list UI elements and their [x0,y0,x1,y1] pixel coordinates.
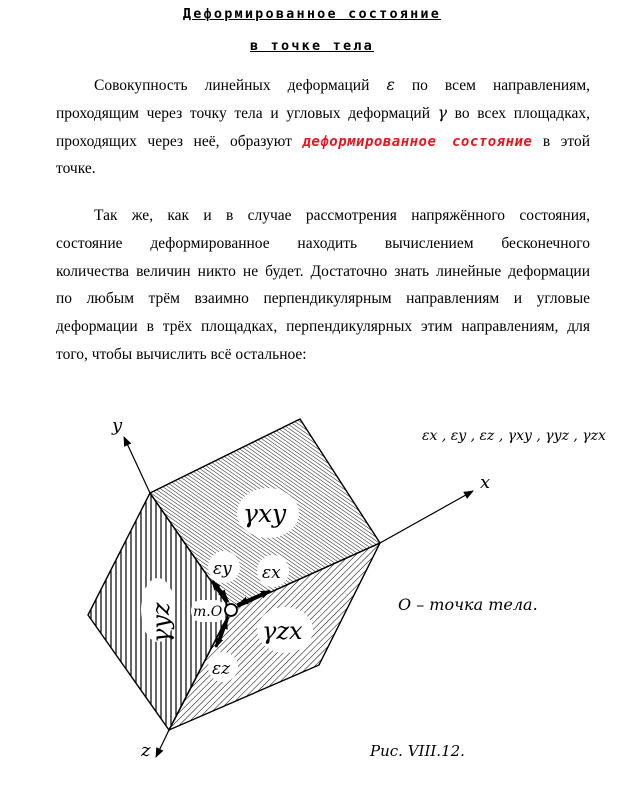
paragraph-line: проходящих через неё, образуют деформированное состояние в этой [56,132,591,150]
gamma-xy-label: γxy [243,499,287,528]
highlighted-term: деформированное состояние [302,133,533,150]
paragraph-line: по любым трём взаимно перпендикулярным направлениям и угловые [56,290,590,308]
point-note: O – точка тела. [398,595,538,614]
eps-x-label: εx [262,563,281,583]
paragraph-line: деформации в трёх площадках, перпендикулярных этим направлениям, для [56,318,590,336]
axis-y-label: y [112,415,123,436]
gamma-zx-label: γzx [262,617,303,645]
axis-z-line [156,730,169,757]
components-list: εx , εy , εz , γxy , γyz , γzx [422,428,606,444]
axis-x-label: x [480,472,491,493]
paragraph-line: того, чтобы вычислить всё остальное: [56,345,307,363]
paragraph-explanation [56,202,590,369]
eps-z-label: εz [212,659,231,679]
point-o-marker [225,604,237,616]
paragraph-line: количества величин никто не будет. Достаточно знать линейные деформации [56,262,590,280]
gamma-symbol: γ [437,103,447,122]
axis-z-label: z [141,740,151,761]
axis-y-line [124,437,150,493]
page-subtitle: в точке тела [250,38,374,54]
paragraph-line: Так же, как и в случае рассмотрения напряжённого состояния, [94,207,590,224]
paragraph-definition [56,72,590,183]
figure-caption: Рис. VIII.12. [370,742,465,760]
point-label: m.O [193,604,223,620]
paragraph-line: точке. [56,160,96,178]
gamma-yz-label: γyz [147,602,175,643]
paragraph-line: проходящим через точку тела и угловых деформаций γ во всех площадках, [56,103,590,122]
paragraph-line: состояние деформированное находить вычислением бесконечного [56,234,590,252]
deformation-figure [0,395,624,786]
page-title: Деформированное состояние [182,6,442,22]
paragraph-line: Совокупность линейных деформаций ε по всем направлениям, [94,76,591,94]
eps-y-label: εy [213,559,232,579]
epsilon-symbol: ε [386,76,395,94]
axis-x-line [380,491,473,543]
